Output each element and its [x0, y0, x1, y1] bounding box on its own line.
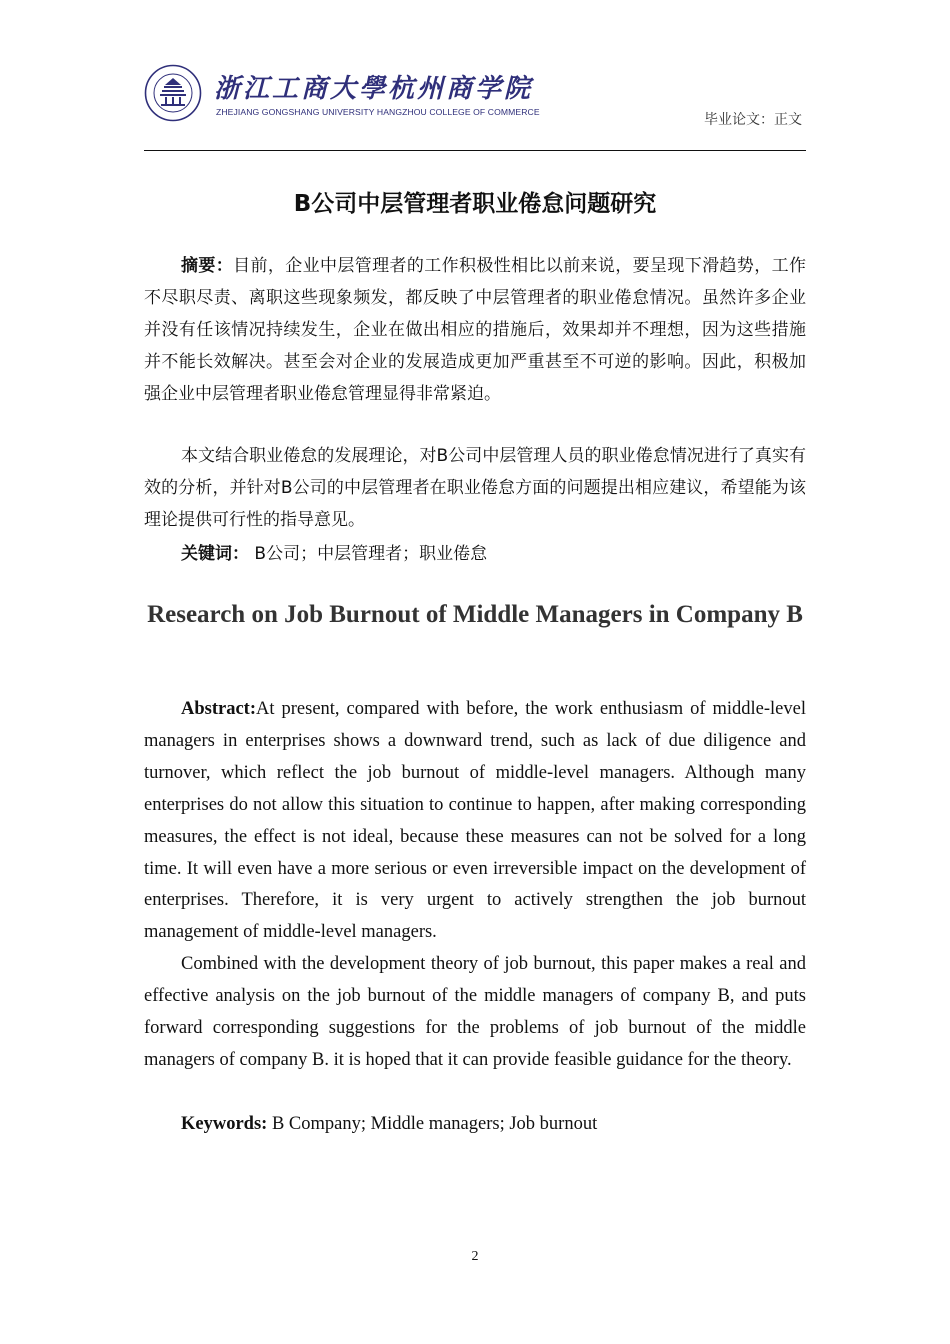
english-abstract	[144, 694, 806, 949]
page-number: 2	[471, 1249, 479, 1264]
chinese-keywords-value: B公司；中层管理者；职业倦怠	[254, 544, 488, 564]
chinese-abstract-p2: 本文结合职业倦怠的发展理论，对B公司中层管理人员的职业倦怠情况进行了真实有效的分析，并针对B公司的中层管理者在职业倦怠方面的问题提出相应建议，希望能为该理论提供可行性的指导意见。	[144, 446, 806, 530]
english-keywords	[144, 1109, 806, 1141]
english-title: Research on Job Burnout of Middle Managers in Company B	[147, 601, 803, 628]
university-name-cn: 浙江工商大學杭州商学院	[214, 74, 534, 104]
chinese-abstract-second	[144, 440, 806, 536]
english-abstract-label: Abstract:	[181, 699, 257, 719]
chinese-keywords-label: 关键词：	[181, 544, 249, 564]
chinese-keywords	[144, 538, 806, 570]
english-abstract-p2: Combined with the development theory of job burnout, this paper makes a real and effective analysis on the job burnout of the middle managers of company B, and puts forward corresponding suggestions for the problems of job burnout of the middle managers of company B. it is hoped that it can provide feasible guidance for the theory.	[144, 954, 806, 1070]
chinese-title: B公司中层管理者职业倦怠问题研究	[293, 191, 657, 217]
english-keywords-label: Keywords:	[181, 1114, 268, 1134]
chinese-abstract-p1: 目前，企业中层管理者的工作积极性相比以前来说，要呈现下滑趋势，工作不尽职尽责、离职这些现象频发，都反映了中层管理者的职业倦怠情况。虽然许多企业并没有任该情况持续发生，企业在做出相应的措施后，效果却并不理想，因为这些措施并不能长效解决。甚至会对企业的发展造成更加严重甚至不可逆的影响。因此，积极加强企业中层管理者职业倦怠管理显得非常紧迫。	[144, 256, 807, 404]
english-keywords-value: B Company; Middle managers; Job burnout	[271, 1114, 598, 1134]
section-label: 毕业论文：正文	[704, 112, 802, 128]
header-divider	[144, 150, 806, 151]
university-name-en: ZHEJIANG GONGSHANG UNIVERSITY HANGZHOU COLLEGE OF COMMERCE	[216, 107, 540, 117]
chinese-abstract	[144, 250, 806, 410]
chinese-abstract-label: 摘要：	[181, 256, 234, 276]
university-seal-icon	[144, 64, 202, 122]
page-header	[144, 62, 806, 126]
english-abstract-p1: At present, compared with before, the work enthusiasm of middle-level managers in enterprises shows a downward trend, such as lack of due diligence and turnover, which reflect the job burnout of middle-level managers. Although many enterprises do not allow this situation to continue to happen, after making corresponding measures, the effect is not ideal, because these measures can not be solved for a long time. It will even have a more serious or even irreversible impact on the development of enterprises. Therefore, it is very urgent to actively strengthen the job burnout management of middle-level managers.	[144, 699, 806, 943]
